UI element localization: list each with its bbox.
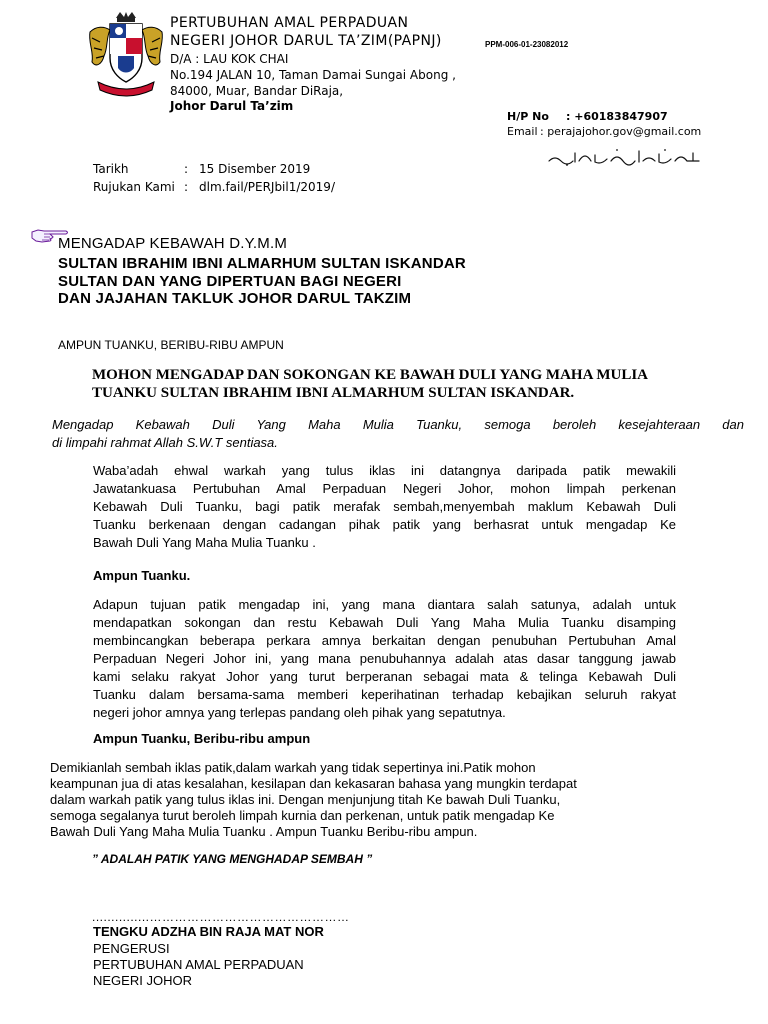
- paragraph-line: Waba’adah ehwal warkah yang tulus iklas ini datangnya daripada patik mewakili: [93, 463, 676, 478]
- closing-paragraph: [50, 760, 630, 840]
- phone-label: H/P No: [507, 110, 549, 123]
- address-line: No.194 JALAN 10, Taman Damai Sungai Abong ,: [170, 68, 456, 82]
- signatory-title: PENGERUSI: [93, 941, 170, 956]
- paragraph-line: kami selaku rakyat Johor yang turut berperanan sebagai mata & telinga Kebawah Duli: [93, 669, 676, 684]
- paragraph-line: Jawatankuasa Pertubuhan Amal Perpaduan Negeri Johor, mohon limpah perkenan: [93, 481, 676, 496]
- paragraph-line: Kebawah Duli Tuanku, bagi patik merafak sembah,menyembah maklum Kebawah Duli: [93, 499, 676, 514]
- address-line: Johor Darul Ta’zim: [170, 99, 294, 113]
- signature-line: ...............…………………………………………: [92, 910, 350, 924]
- paragraph-line: Perpaduan Negeri Johor ini, yang mana penubuhannya adalah atas dasar tanggung jawab: [93, 651, 676, 666]
- paragraph-line: di limpahi rahmat Allah S.W.T sentiasa.: [52, 435, 278, 450]
- addressee-line: DAN JAJAHAN TAKLUK JOHOR DARUL TAKZIM: [58, 290, 412, 307]
- paragraph-line: semoga segalanya turut beroleh limpah kurnia dan perkenan, untuk patik mengadap Ke: [50, 808, 555, 823]
- body-paragraph: [93, 596, 676, 722]
- arabic-salam-calligraphy: [545, 145, 705, 167]
- paragraph-line: Tuanku berkenaan dengan cadangan pihak patik yang berhasrat untuk mengadap Ke: [93, 517, 676, 532]
- paragraph-line: dalam warkah patik yang tulus iklas ini. Dengan menjunjung titah Ke bawah Duli Tuanku,: [50, 792, 561, 807]
- org-name-line2: NEGERI JOHOR DARUL TA’ZIM(PAPNJ): [170, 33, 442, 49]
- paragraph-line: Mengadap Kebawah Duli Yang Maha Mulia Tuanku, semoga beroleh kesejahteraan dan: [52, 417, 744, 432]
- reference-separator: :: [184, 180, 189, 194]
- subject-line: TUANKU SULTAN IBRAHIM IBNI ALMARHUM SULTAN ISKANDAR.: [92, 385, 575, 401]
- date-separator: :: [184, 162, 189, 176]
- paragraph-line: Bawah Duli Yang Maha Mulia Tuanku . Ampun Tuanku Beribu-ribu ampun.: [50, 824, 478, 839]
- paragraph-line: keampunan jua di atas kesalahan, kesilapan dan kekasaran bahasa yang mungkin terdapat: [50, 776, 577, 791]
- paragraph-line: mendapatkan sokongan dan restu Kebawah Duli Yang Maha Mulia Tuanku disamping: [93, 615, 676, 630]
- intro-paragraph: [52, 416, 744, 452]
- reference-value: dlm.fail/PERJbil1/2019/: [199, 180, 335, 194]
- signatory-org: NEGERI JOHOR: [93, 973, 192, 988]
- addressee-line: SULTAN IBRAHIM IBNI ALMARHUM SULTAN ISKANDAR: [58, 255, 466, 272]
- email-value: : perajajohor.gov@gmail.com: [540, 125, 702, 138]
- phone-value: : +60183847907: [566, 110, 668, 123]
- subheading: Ampun Tuanku, Beribu-ribu ampun: [93, 731, 311, 746]
- paragraph-line: membincangkan beberapa perkara amnya berkaitan dengan penubuhan Pertubuhan Amal: [93, 633, 676, 648]
- greeting: AMPUN TUANKU, BERIBU-RIBU AMPUN: [58, 338, 284, 352]
- paragraph-line: Bawah Duli Yang Maha Mulia Tuanku .: [93, 535, 316, 550]
- date-label: Tarikh: [93, 162, 129, 176]
- addressee-line: SULTAN DAN YANG DIPERTUAN BAGI NEGERI: [58, 273, 402, 290]
- subheading: Ampun Tuanku.: [93, 568, 191, 583]
- org-name-line1: PERTUBUHAN AMAL PERPADUAN: [170, 15, 409, 31]
- date-value: 15 Disember 2019: [199, 162, 311, 176]
- paragraph-line: negeri johor amnya yang terlepas pandang oleh pihak yang sepatutnya.: [93, 705, 506, 720]
- reference-label: Rujukan Kami: [93, 180, 175, 194]
- paragraph-line: Tuanku dalam bersama-sama memberi keperihatinan terhadap kebajikan seluruh rakyat: [93, 687, 676, 702]
- state-crest-icon: [86, 12, 166, 98]
- signatory-org: PERTUBUHAN AMAL PERPADUAN: [93, 957, 304, 972]
- signatory-name: TENGKU ADZHA BIN RAJA MAT NOR: [93, 924, 324, 939]
- address-line: D/A : LAU KOK CHAI: [170, 52, 289, 66]
- paragraph-line: Adapun tujuan patik mengadap ini, yang mana diantara salah satunya, adalah untuk: [93, 597, 676, 612]
- address-line: 84000, Muar, Bandar DiRaja,: [170, 84, 344, 98]
- subject-line: MOHON MENGADAP DAN SOKONGAN KE BAWAH DULI YANG MAHA MULIA: [92, 367, 648, 383]
- closing-statement: ” ADALAH PATIK YANG MENGHADAP SEMBAH ”: [92, 852, 373, 866]
- body-paragraph: [93, 462, 676, 552]
- registration-number: PPM-006-01-23082012: [485, 40, 569, 49]
- addressee-line: MENGADAP KEBAWAH D.Y.M.M: [58, 235, 288, 252]
- email-label: Email: [507, 125, 538, 138]
- paragraph-line: Demikianlah sembah iklas patik,dalam warkah yang tidak sepertinya ini.Patik mohon: [50, 760, 536, 775]
